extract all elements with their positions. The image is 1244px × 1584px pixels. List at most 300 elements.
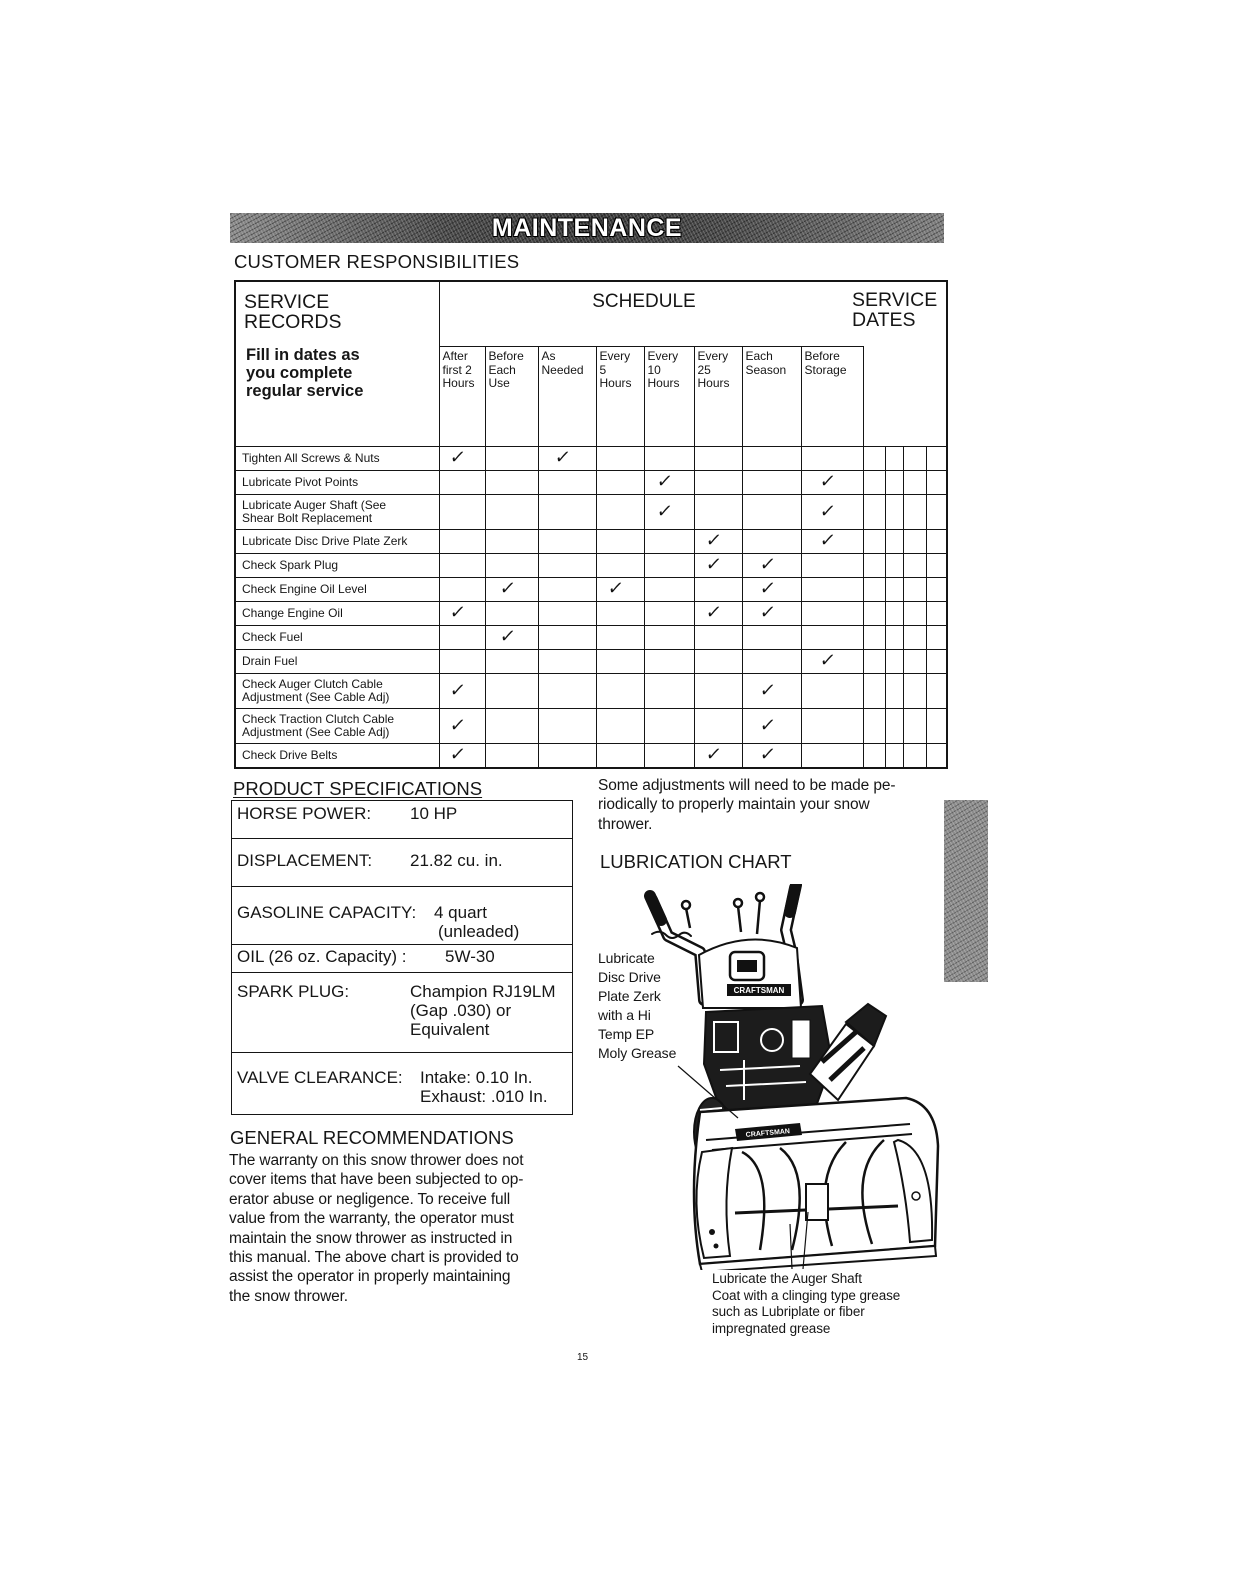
schedule-cell (644, 471, 694, 495)
service-date-cell[interactable] (903, 626, 926, 650)
task-label-line: Check Drive Belts (242, 748, 338, 762)
task-label (235, 495, 439, 530)
maintenance-row (235, 674, 947, 709)
check-mark-icon: ✓ (704, 530, 724, 551)
schedule-cell (485, 554, 538, 578)
schedule-cell (538, 530, 596, 554)
schedule-cell (538, 447, 596, 471)
service-date-cell[interactable] (885, 495, 903, 530)
snow-thrower-illustration (598, 884, 944, 1270)
spec-value-line: Equivalent (410, 1020, 490, 1039)
callout-line: Moly Grease (598, 1045, 677, 1061)
service-date-cell[interactable] (863, 471, 885, 495)
schedule-cell (694, 447, 742, 471)
check-mark-icon: ✓ (448, 744, 468, 765)
task-label (235, 626, 439, 650)
schedule-cell (742, 495, 801, 530)
schedule-cell (742, 744, 801, 769)
schedule-cell (485, 447, 538, 471)
callout-line: Lubricate (598, 950, 655, 966)
check-mark-icon: ✓ (606, 578, 626, 599)
service-date-cell[interactable] (863, 447, 885, 471)
schedule-cell (742, 530, 801, 554)
task-label-line: Tighten All Screws & Nuts (242, 451, 380, 465)
task-label (235, 530, 439, 554)
column-header-line: Every (647, 349, 679, 363)
callout-line: Disc Drive (598, 969, 661, 985)
schedule-cell (485, 495, 538, 530)
schedule-cell (596, 744, 644, 769)
check-mark-icon: ✓ (818, 650, 838, 671)
schedule-cell (439, 530, 485, 554)
task-label-line: Drain Fuel (242, 654, 298, 668)
schedule-cell (485, 471, 538, 495)
column-header-line: After (442, 349, 468, 363)
spec-row-spark-plug (232, 973, 572, 1053)
schedule-cell (538, 650, 596, 674)
service-date-cell[interactable] (885, 447, 903, 471)
console-brand-logo: CRAFTSMAN (733, 986, 785, 995)
service-date-cell[interactable] (926, 650, 947, 674)
service-date-cell[interactable] (863, 650, 885, 674)
service-date-cell[interactable] (903, 554, 926, 578)
paragraph-line: The warranty on this snow thrower does not (229, 1152, 524, 1169)
schedule-cell (596, 626, 644, 650)
task-label-line: Shear Bolt Replacement (242, 511, 373, 525)
schedule-cell (801, 554, 863, 578)
schedule-cell (485, 650, 538, 674)
schedule-cell (644, 495, 694, 530)
column-header-every-10-hours (644, 347, 694, 447)
schedule-cell (538, 626, 596, 650)
fill-in-line: regular service (246, 382, 364, 400)
maintenance-row (235, 471, 947, 495)
schedule-cell (742, 709, 801, 744)
spec-value (410, 982, 556, 1052)
service-date-cell[interactable] (885, 578, 903, 602)
maintenance-title-bar (230, 213, 944, 243)
paragraph-line: thrower. (598, 815, 653, 833)
schedule-cell (644, 578, 694, 602)
caption-line: such as Lubriplate or fiber (712, 1304, 865, 1320)
section-edge-tab (944, 800, 988, 982)
paragraph-line: erator abuse or negligence. To receive full (229, 1190, 511, 1208)
service-date-cell[interactable] (885, 650, 903, 674)
schedule-body (235, 447, 947, 769)
service-date-cell[interactable] (863, 709, 885, 744)
schedule-cell (439, 709, 485, 744)
service-date-cell[interactable] (926, 471, 947, 495)
task-label (235, 674, 439, 709)
check-mark-icon: ✓ (704, 602, 724, 623)
schedule-cell (694, 554, 742, 578)
task-label-line: Check Engine Oil Level (242, 582, 367, 596)
schedule-cell (485, 602, 538, 626)
service-dates-label (852, 290, 937, 330)
task-label-line: Lubricate Disc Drive Plate Zerk (242, 534, 408, 548)
check-mark-icon: ✓ (758, 744, 777, 765)
schedule-cell (694, 530, 742, 554)
spec-value-line: Exhaust: .010 In. (420, 1087, 548, 1106)
check-mark-icon: ✓ (655, 500, 675, 522)
spec-value-line: 10 HP (410, 804, 458, 823)
service-date-cell[interactable] (926, 602, 947, 626)
auger-shaft-lubrication-caption (712, 1271, 900, 1337)
task-label (235, 709, 439, 744)
schedule-cell (644, 447, 694, 471)
check-mark-icon: ✓ (758, 679, 777, 701)
service-date-cell[interactable] (903, 744, 926, 769)
column-header-each-season (742, 347, 801, 447)
column-header-before-each-use (485, 347, 538, 447)
schedule-label: SCHEDULE (592, 291, 696, 312)
column-header-line: Every (599, 349, 631, 363)
check-mark-icon: ✓ (758, 554, 777, 575)
maintenance-row (235, 602, 947, 626)
column-header-line: Before (804, 349, 840, 363)
spec-value-line: 21.82 cu. in. (410, 851, 503, 870)
schedule-cell (596, 554, 644, 578)
service-dates-line: DATES (852, 309, 916, 331)
service-date-cell[interactable] (885, 674, 903, 709)
schedule-cell (485, 578, 538, 602)
column-header-line: Needed (541, 362, 584, 377)
maintenance-row (235, 554, 947, 578)
paragraph-line: Some adjustments will need to be made pe- (598, 777, 896, 794)
fill-in-line: Fill in dates as (246, 346, 360, 364)
schedule-cell (801, 471, 863, 495)
spec-value (420, 1068, 548, 1114)
schedule-cell (694, 650, 742, 674)
maintenance-title: MAINTENANCE (491, 214, 683, 242)
spec-label: VALVE CLEARANCE: (237, 1068, 403, 1087)
service-date-cell[interactable] (863, 744, 885, 769)
column-header-line: Each (488, 362, 516, 377)
fill-in-instructions (244, 346, 439, 400)
maintenance-row (235, 709, 947, 744)
service-date-cell[interactable] (885, 709, 903, 744)
task-label (235, 602, 439, 626)
records-title-line: SERVICE (244, 291, 330, 313)
schedule-cell (801, 650, 863, 674)
service-date-cell[interactable] (926, 578, 947, 602)
fill-in-line: you complete (246, 364, 353, 382)
spec-row-displacement (232, 839, 572, 887)
page-number: 15 (577, 1352, 589, 1363)
column-header-line: 25 (697, 362, 711, 377)
column-header-line: 5 (599, 362, 607, 377)
caption-line: impregnated grease (712, 1320, 831, 1336)
maintenance-row (235, 578, 947, 602)
column-header-every-25-hours (694, 347, 742, 447)
control-levers (682, 893, 764, 934)
spec-value-line: Champion RJ19LM (410, 982, 556, 1001)
service-date-cell[interactable] (903, 674, 926, 709)
paragraph-line: cover items that have been subjected to op- (229, 1171, 524, 1189)
check-mark-icon: ✓ (448, 447, 468, 468)
column-header-line: Hours (599, 376, 632, 390)
callout-line: with a Hi (598, 1007, 651, 1023)
service-date-cell[interactable] (863, 495, 885, 530)
service-date-cell[interactable] (885, 744, 903, 769)
schedule-cell (485, 744, 538, 769)
schedule-cell (439, 554, 485, 578)
schedule-cell (596, 495, 644, 530)
schedule-cell (596, 447, 644, 471)
schedule-cell (801, 495, 863, 530)
auger-housing (694, 1098, 938, 1270)
service-date-cell[interactable] (903, 471, 926, 495)
schedule-cell (644, 650, 694, 674)
service-date-cell[interactable] (903, 602, 926, 626)
task-label (235, 744, 439, 769)
spec-label: HORSE POWER: (237, 804, 372, 823)
task-label-line: Change Engine Oil (242, 606, 343, 620)
column-header-line: As (541, 349, 556, 363)
schedule-cell (801, 578, 863, 602)
schedule-cell (742, 554, 801, 578)
maintenance-row (235, 744, 947, 769)
check-mark-icon: ✓ (498, 578, 517, 599)
adjustments-text (598, 776, 948, 834)
spec-value-line: (unleaded) (438, 922, 520, 941)
service-date-cell[interactable] (863, 602, 885, 626)
column-header-line: Hours (442, 376, 475, 390)
schedule-cell (742, 578, 801, 602)
column-header-as-needed (538, 347, 596, 447)
schedule-cell (538, 495, 596, 530)
schedule-cell (538, 709, 596, 744)
schedule-cell (742, 626, 801, 650)
task-label-line: Lubricate Auger Shaft (See (242, 498, 387, 512)
schedule-cell (596, 530, 644, 554)
check-mark-icon: ✓ (704, 744, 724, 765)
schedule-cell (485, 674, 538, 709)
spec-row-oil (232, 945, 572, 973)
service-date-cell[interactable] (926, 447, 947, 471)
schedule-cell (694, 578, 742, 602)
spec-value-line: 4 quart (434, 903, 487, 922)
schedule-cell (742, 602, 801, 626)
product-specifications-box (231, 800, 573, 1115)
service-date-cell[interactable] (926, 744, 947, 769)
paragraph-line: maintain the snow thrower as instructed in (229, 1229, 513, 1247)
column-header-line: first 2 (442, 362, 472, 377)
schedule-cell (439, 471, 485, 495)
maintenance-row (235, 626, 947, 650)
service-date-cell[interactable] (926, 674, 947, 709)
maintenance-row (235, 447, 947, 471)
paragraph-line: value from the warranty, the operator must (229, 1210, 514, 1228)
spec-label: GASOLINE CAPACITY: (237, 903, 417, 922)
service-date-cell[interactable] (903, 709, 926, 744)
task-label-line: Adjustment (See Cable Adj) (242, 725, 390, 739)
spec-value (410, 804, 457, 838)
service-date-cell[interactable] (926, 554, 947, 578)
service-date-cell[interactable] (926, 495, 947, 530)
schedule-cell (644, 602, 694, 626)
column-header-after-first-2-hours (439, 347, 485, 447)
task-label-line: Check Spark Plug (242, 558, 339, 572)
task-label (235, 578, 439, 602)
schedule-cell (694, 471, 742, 495)
schedule-cell (694, 709, 742, 744)
task-label-line: Check Auger Clutch Cable (242, 677, 383, 691)
spec-value-line: Intake: 0.10 In. (420, 1068, 533, 1087)
schedule-cell (485, 530, 538, 554)
paragraph-line: this manual. The above chart is provided to (229, 1249, 519, 1267)
spec-row-horse-power (232, 801, 572, 839)
maintenance-row (235, 530, 947, 554)
schedule-cell (801, 744, 863, 769)
service-date-cell[interactable] (885, 602, 903, 626)
schedule-cell (439, 744, 485, 769)
schedule-cell (644, 530, 694, 554)
service-date-cell[interactable] (885, 554, 903, 578)
schedule-cell (801, 530, 863, 554)
maintenance-row (235, 650, 947, 674)
column-header-line: Use (488, 376, 510, 390)
check-mark-icon: ✓ (655, 471, 675, 492)
service-date-cell[interactable] (863, 578, 885, 602)
spec-value (445, 947, 495, 972)
task-label (235, 554, 439, 578)
schedule-cell (801, 602, 863, 626)
service-date-cell[interactable] (903, 650, 926, 674)
service-date-cell[interactable] (926, 709, 947, 744)
check-mark-icon: ✓ (553, 447, 573, 468)
schedule-cell (596, 471, 644, 495)
service-date-cell[interactable] (885, 471, 903, 495)
service-date-cell[interactable] (903, 530, 926, 554)
section-title: CUSTOMER RESPONSIBILITIES (234, 251, 520, 272)
column-header-line: Hours (697, 376, 730, 390)
disc-drive-lubrication-callout (598, 949, 676, 1063)
spec-row-valve-clearance (232, 1053, 572, 1114)
spec-label: OIL (26 oz. Capacity) : (237, 947, 407, 966)
schedule-cell (742, 471, 801, 495)
housing-brand-logo: CRAFTSMAN (745, 1128, 791, 1139)
check-mark-icon: ✓ (448, 602, 468, 623)
schedule-cell (596, 674, 644, 709)
schedule-cell (538, 674, 596, 709)
schedule-cell (644, 744, 694, 769)
check-mark-icon: ✓ (818, 500, 838, 522)
service-date-cell[interactable] (885, 626, 903, 650)
paragraph-line: the snow thrower. (229, 1287, 348, 1305)
schedule-cell (485, 709, 538, 744)
task-label-line: Check Traction Clutch Cable (242, 712, 395, 726)
column-header-line: Every (697, 349, 729, 363)
schedule-cell (694, 626, 742, 650)
schedule-cell (694, 495, 742, 530)
service-date-cell[interactable] (926, 626, 947, 650)
schedule-cell (439, 626, 485, 650)
schedule-cell (694, 602, 742, 626)
service-date-cell[interactable] (903, 495, 926, 530)
paragraph-line: riodically to properly maintain your snow (598, 796, 870, 814)
spec-value-line: 5W-30 (445, 947, 495, 966)
task-label (235, 471, 439, 495)
schedule-cell (538, 602, 596, 626)
column-header-line: 10 (647, 362, 661, 377)
service-date-cell[interactable] (885, 530, 903, 554)
general-recommendations-title: GENERAL RECOMMENDATIONS (230, 1127, 514, 1148)
schedule-cell (742, 674, 801, 709)
schedule-cell (644, 709, 694, 744)
check-mark-icon: ✓ (818, 471, 838, 492)
task-label-line: Lubricate Pivot Points (242, 475, 359, 489)
paragraph-line: assist the operator in properly maintaining (229, 1268, 511, 1286)
engine (704, 1006, 832, 1114)
schedule-cell (644, 674, 694, 709)
schedule-cell (742, 447, 801, 471)
control-console (699, 939, 801, 1008)
caption-line: Coat with a clinging type grease (712, 1287, 901, 1303)
schedule-cell (439, 650, 485, 674)
spec-value-line: (Gap .030) or (410, 1001, 512, 1020)
column-header-line: Season (745, 362, 787, 377)
service-date-cell[interactable] (863, 530, 885, 554)
spec-label: SPARK PLUG: (237, 982, 350, 1001)
schedule-cell (439, 447, 485, 471)
schedule-cell (596, 650, 644, 674)
spec-row-gasoline-capacity (232, 887, 572, 945)
check-mark-icon: ✓ (758, 714, 777, 736)
check-mark-icon: ✓ (448, 714, 468, 736)
service-date-cell[interactable] (863, 674, 885, 709)
schedule-cell (538, 744, 596, 769)
column-header-every-5-hours (596, 347, 644, 447)
callout-line: Plate Zerk (598, 988, 661, 1004)
service-date-cell[interactable] (863, 554, 885, 578)
column-header-before-storage (801, 347, 863, 447)
spec-value (410, 851, 503, 886)
spec-label: DISPLACEMENT: (237, 851, 373, 870)
schedule-cell (596, 602, 644, 626)
schedule-cell (538, 471, 596, 495)
column-header-line: Before (488, 349, 524, 363)
schedule-cell (439, 674, 485, 709)
maintenance-row (235, 495, 947, 530)
check-mark-icon: ✓ (758, 578, 777, 599)
service-date-cell[interactable] (903, 447, 926, 471)
check-mark-icon: ✓ (758, 602, 777, 623)
maintenance-schedule-table (234, 280, 946, 772)
schedule-cell (439, 578, 485, 602)
service-dates-line: SERVICE (852, 289, 938, 311)
column-header-line: Hours (647, 376, 680, 390)
caption-line: Lubricate the Auger Shaft (712, 1271, 862, 1286)
check-mark-icon: ✓ (818, 530, 838, 551)
service-date-cell[interactable] (863, 626, 885, 650)
task-label (235, 447, 439, 471)
schedule-cell (596, 578, 644, 602)
schedule-cell (644, 626, 694, 650)
schedule-cell (801, 626, 863, 650)
column-header-line: Each (745, 349, 773, 363)
schedule-cell (538, 578, 596, 602)
service-records-header (235, 281, 439, 447)
check-mark-icon: ✓ (448, 679, 468, 701)
schedule-cell (694, 674, 742, 709)
schedule-cell (742, 650, 801, 674)
callout-line: Temp EP (598, 1026, 655, 1042)
schedule-cell (801, 674, 863, 709)
service-date-cell[interactable] (926, 530, 947, 554)
service-date-cell[interactable] (903, 578, 926, 602)
service-records-title (244, 292, 439, 332)
